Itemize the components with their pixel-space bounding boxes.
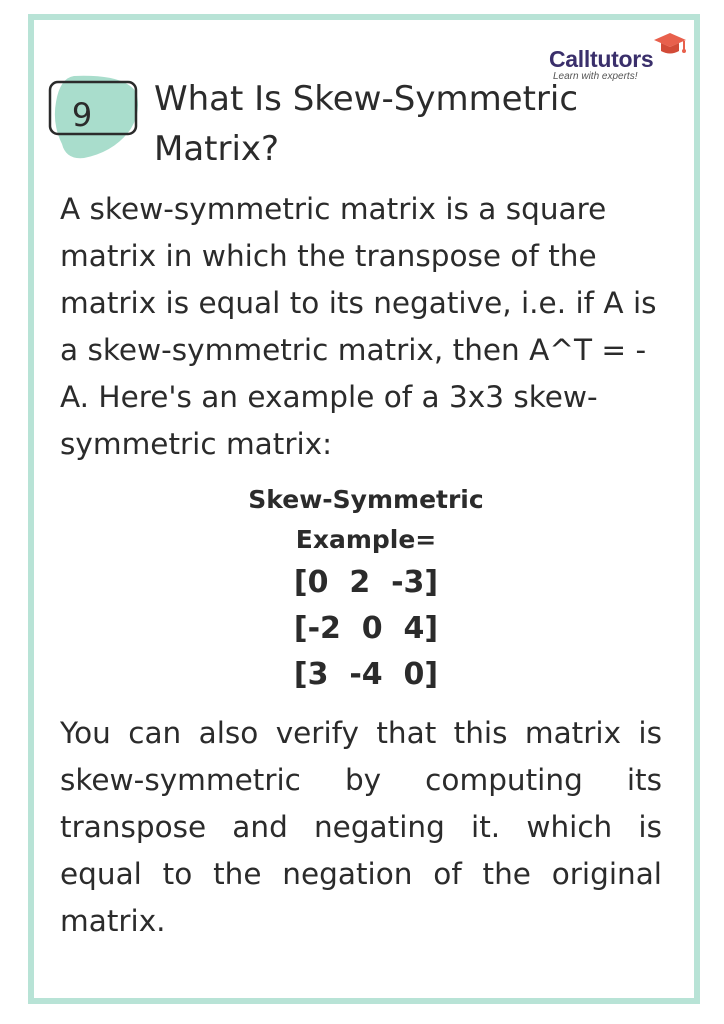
matrix-row-2: [-2 0 4] xyxy=(293,611,439,646)
section-number: 9 xyxy=(71,96,93,134)
matrix-row-3: [3 -4 0] xyxy=(293,657,439,692)
closing-paragraph: You can also verify that this matrix is skew-symmetric by computing its transpose and negating it. which is equal to the negation of the original matrix. xyxy=(60,716,662,938)
intro-paragraph: A skew-symmetric matrix is a square matrix in which the transpose of the matrix is equal to its negative, i.e. if A is a skew-symmetric matrix, then A^T = -A. Here's an example of a 3x3 skew-symmetric matrix: xyxy=(60,192,657,461)
matrix-row-1: [0 2 -3] xyxy=(293,565,439,600)
graduation-cap-icon xyxy=(653,30,687,60)
matrix-example xyxy=(100,480,632,698)
page-title: What Is Skew-Symmetric Matrix? xyxy=(154,79,579,169)
example-label-line1: Skew-Symmetric xyxy=(248,485,484,514)
logo-tagline: Learn with experts! xyxy=(553,71,638,82)
logo-name: Calltutors xyxy=(549,46,654,72)
example-label-line2: Example= xyxy=(295,525,437,554)
